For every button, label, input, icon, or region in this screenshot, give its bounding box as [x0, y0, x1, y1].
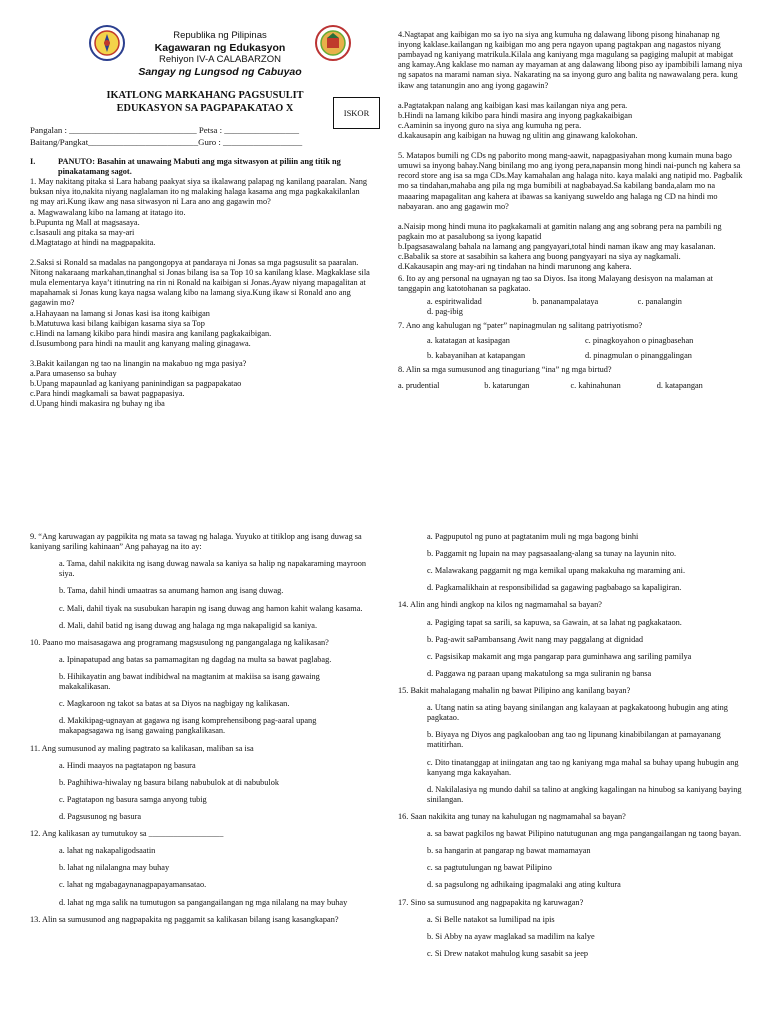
exam-title-line1: IKATLONG MARKAHANG PAGSUSULIT	[106, 90, 304, 101]
option-b[interactable]: b. Hihikayatin ang bawat indibidwal na magtanim at makiisa sa isang gawaing makakalikasan.	[59, 671, 320, 692]
question-13-options	[398, 532, 743, 593]
question-13	[30, 915, 370, 925]
option-b[interactable]: b. katarungan	[484, 381, 530, 391]
option-a[interactable]: a. Ipinapatupad ang batas sa pamamagitan ng dagdag na multa sa bawat paglabag.	[59, 654, 332, 664]
question-7	[398, 321, 743, 361]
question-16	[398, 812, 743, 891]
option-b[interactable]: b. Tama, dahil hindi umaatras sa anumang hamon ang isang duwag.	[59, 586, 284, 596]
name-date-field[interactable]: Pangalan : _____________________________ Petsa : _________________	[30, 125, 300, 135]
option-c[interactable]: c.Isasauli ang pitaka sa may-ari	[30, 227, 135, 237]
region-line: Rehiyon IV-A CALABARZON	[159, 54, 281, 66]
option-d[interactable]: d.Upang hindi makasira ng buhay ng iba	[30, 399, 165, 409]
question-stem: 13. Alin sa sumusunod ang nagpapakita ng paggamit sa kalikasan bilang isang kasangkapan?	[30, 914, 339, 924]
option-b[interactable]: b. pananampalataya	[532, 296, 599, 306]
option-a[interactable]: a.Pagtatakpan nalang ang kaibigan kasi mas kailangan niya ang pera.	[398, 100, 628, 110]
option-a[interactable]: a. Magwawalang kibo na lamang at itatago ito.	[30, 207, 186, 217]
question-11	[30, 744, 370, 823]
instructions-text: PANUTO: Basahin at unawaing Mabuti ang mga sitwasyon at piliin ang titik ng pinakatamang sagot.	[58, 157, 341, 177]
option-d[interactable]: d. Mali, dahil batid ng isang duwag ang halaga ng mga nakapaligid sa kaniya.	[59, 620, 318, 630]
left-top-column	[30, 157, 370, 410]
option-d[interactable]: d. pinagmulan o pinanggalingan	[585, 350, 692, 360]
question-stem: 7. Ano ang kahulugan ng “pater” napinagmulan ng salitang patriyotismo?	[398, 320, 643, 330]
option-d[interactable]: d. Pagsusunog ng basura	[59, 811, 142, 821]
option-a[interactable]: a.Para umasenso sa buhay	[30, 369, 117, 379]
option-c[interactable]: c. Dito tinatanggap at iniingatan ang tao ng kaniyang mga mahal sa buhay upang hubugin ang kanyang mga kakayahan.	[427, 757, 739, 777]
question-stem: 5. Matapos bumili ng CDs ng paborito mong mang-aawit, napagpasiyahan mong kumain muna bago umuwi sa inyong bahay.Nang binilang mo ang iyong pera,napansin mong hindi nai-punch ng kahera sa record store ang isa sa mga CDs.May kamahalan ang halaga nito. kaya malaki ang natipid mo. Pagbalik mo sa tindahan,mahaba ang pila ng mga bumibili at nagbabayad.Sa kabilang banda,alam mo na maaaring mapagalitan ang kahera at ibawas sa kaniyang suweldo ang halaga ng CD na hindi mo nabayaran. ano ang gagawin mo?	[398, 151, 743, 211]
question-8	[398, 365, 743, 391]
right-top-column	[398, 30, 743, 391]
option-c[interactable]: c.Aaminin sa inyong guro na siya ang kumuha ng pera.	[398, 120, 582, 130]
question-stem: 2.Saksi si Ronald sa madalas na pangongopya at pandaraya ni Jonas sa mga pagsusulit sa paaralan. Nitong nakaraang markahan,tinanghal si Jonas bilang isa sa Top 10 sa kanilang klase. Magkaklase sila mula elementarya kaya’t itinutring na rin ni Ronald na kaibigan si Jonas.Ayaw niyang mapagalitan at mapahamak si Jonas kung kaya nagsa walang kibo na lamang siya.Kung ikaw si Ronald ano ang gagawin mo?	[30, 257, 370, 308]
option-d[interactable]: d. sa pagsulong ng adhikaing ipagmalaki ang ating kultura	[427, 880, 621, 890]
option-a[interactable]: a. Hindi maayos na pagtatapon ng basura	[59, 760, 196, 770]
question-17	[398, 898, 743, 959]
grade-teacher-field[interactable]: Baitang/Pangkat_________________________Guro : __________________	[30, 137, 303, 148]
question-stem: 8. Alin sa mga sumusunod ang tinaguriang “ina” ng mga birtud?	[398, 365, 612, 375]
option-a[interactable]: a.Hahayaan na lamang si Jonas kasi isa itong kaibigan	[30, 308, 210, 318]
option-a[interactable]: a.Naisip mong hindi muna ito pagkakamali at gamitin nalang ang ang sobrang pera na pambili ng pagkain mo at pasalubong sa iyong kapatid	[398, 221, 722, 241]
option-b[interactable]: b. sa hangarin at pangarap ng bawat mamamayan	[427, 846, 591, 856]
options-row	[398, 351, 743, 361]
republic-line: Republika ng Pilipinas	[173, 30, 267, 41]
option-d[interactable]: d. Pagkamalikhain at responsibilidad sa gagawing pagbabago sa kapaligiran.	[427, 583, 682, 593]
option-a[interactable]: a. Pagiging tapat sa sarili, sa kapuwa, sa Gawain, at sa lahat ng pagkakataon.	[427, 617, 682, 627]
division-line: Sangay ng Lungsod ng Cabuyao	[138, 65, 302, 78]
option-d[interactable]: d.Isusumbong para hindi na maulit ang kanyang maling ginagawa.	[30, 338, 251, 348]
instructions-number: I.	[30, 157, 36, 166]
options-row	[398, 297, 743, 307]
exam-title	[80, 90, 330, 116]
option-b[interactable]: b. kabayanihan at katapangan	[427, 350, 526, 360]
option-b[interactable]: b. Biyaya ng Diyos ang pagkalooban ang tao ng lipunang kinabibilangan at pamayanang matitirhan.	[427, 730, 721, 750]
question-6	[398, 274, 743, 316]
department-line: Kagawaran ng Edukasyon	[154, 41, 286, 54]
option-c[interactable]: c. Malawakang paggamit ng mga kemikal upang makakuha ng maraming ani.	[427, 566, 686, 576]
option-a[interactable]: a. prudential	[398, 381, 440, 391]
question-stem: 10. Paano mo maisasagawa ang programang magsusulong ng pangangalaga ng kalikasan?	[30, 637, 329, 647]
question-14	[398, 600, 743, 679]
question-12	[30, 829, 370, 908]
option-a[interactable]: a. Pagpuputol ng puno at pagtatanim muli ng mga bagong binhi	[427, 532, 639, 541]
option-c[interactable]: c. lahat ng mgabagaynanagpapayamansatao.	[59, 880, 207, 890]
right-bottom-column	[398, 532, 743, 959]
option-d[interactable]: d. Nakilalasiya ng mundo dahil sa talino at angking kagalingan na hinubog sa kaniyang baying sinilangan.	[427, 784, 742, 804]
instructions	[30, 157, 370, 177]
option-c[interactable]: c. Si Drew natakot mahulog kung sasabit sa jeep	[427, 948, 589, 958]
question-stem: 11. Ang sumusunod ay maling pagtrato sa kalikasan, maliban sa isa	[30, 743, 254, 753]
question-stem: 16. Saan nakikita ang tunay na kahulugan ng nagmamahal sa bayan?	[398, 811, 626, 821]
option-c[interactable]: c. Magkaroon ng takot sa batas at sa Diyos na nagbigay ng kalikasan.	[59, 699, 290, 709]
option-b[interactable]: b.Hindi na lamang kikibo para hindi masira ang inyong pagkakaibigan	[398, 110, 633, 120]
option-a[interactable]: a. Utang natin sa ating bayang sinilangan ang kalayaan at pagkakatoong hubugin ang ating pagkatao.	[427, 703, 728, 723]
question-stem: 15. Bakit mahalagang mahalin ng bawat Pilipino ang kanilang bayan?	[398, 685, 631, 695]
question-stem: 3.Bakit kailangan ng tao na linangin na makabuo ng mga pasiya?	[30, 358, 247, 368]
question-10	[30, 638, 370, 737]
letterhead	[100, 30, 340, 79]
option-c[interactable]: c. pinagkoyahon o pinagbasehan	[585, 335, 694, 345]
option-d[interactable]: d. Paggawa ng paraan upang makatulong sa mga suliranin ng bansa	[427, 668, 652, 678]
option-a[interactable]: a. sa bawat pagkilos ng bawat Pilipino natutugunan ang mga pangangailangan ng taong bayan.	[427, 829, 742, 839]
option-b[interactable]: b. Si Abby na ayaw maglakad sa madilim na kalye	[427, 931, 595, 941]
option-c[interactable]: c. kahinahunan	[570, 381, 621, 391]
option-c[interactable]: c. panalangin	[637, 296, 682, 306]
left-bottom-column	[30, 532, 370, 925]
option-c[interactable]: c.Babalik sa store at sasabihin sa kahera ang buong pangyayari na siya ay nagkamali.	[398, 252, 681, 262]
question-4	[398, 30, 743, 141]
question-stem: 17. Sino sa sumusunod ang nagpapakita ng karuwagan?	[398, 897, 584, 907]
option-c[interactable]: c. sa pagtutulungan ng bawat Pilipino	[427, 863, 552, 873]
question-5	[398, 151, 743, 272]
option-c[interactable]: c.Hindi na lamang kikibo para hindi masira ang kanilang pagkakaibigan.	[30, 328, 272, 338]
option-b[interactable]: b.Pupunta ng Mall at magsasaya.	[30, 217, 140, 227]
options-row	[398, 336, 743, 346]
question-stem: 9. “Ang karuwagan ay pagpikita ng mata sa tawag ng halaga. Yuyuko at titiklop ang isang duwag sa kaniyang sariling kahinaan” Ang pahayag na ito ay:	[30, 532, 362, 552]
option-b[interactable]: b. Paggamit ng lupain na may pagsasaalang-alang sa tunay na layunin nito.	[427, 549, 677, 559]
option-c[interactable]: c. Mali, dahil tiyak na susubukan harapin ng isang duwag ang hamon kahit walang kasama.	[59, 603, 363, 613]
question-stem: 1. May nakitang pitaka si Lara habang paakyat siya sa ikalawang palapag ng kanilang paaralan. Nang buksan niya ito,nakita niyang naglalaman ito ng malaking halaga kasama ang mga pagkakakilanlan ng may ari.Kung ikaw ang nasa sitwasyon ni Lara ano ang gagawin mo?	[30, 177, 368, 207]
option-d[interactable]: d.Magtatago at hindi na magpapakita.	[30, 237, 156, 247]
option-a[interactable]: a. katatagan at kasipagan	[427, 335, 510, 345]
option-b[interactable]: b.Upang mapaunlad ag kaniyang paninindigan sa pagpapakatao	[30, 379, 242, 389]
option-a[interactable]: a. Si Belle natakot sa lumilipad na ipis	[427, 914, 555, 924]
score-label: ISKOR	[343, 107, 370, 118]
question-stem: 12. Ang kalikasan ay tumutukoy sa __________________	[30, 829, 224, 839]
option-b[interactable]: b. Pag-awit saPambansang Awit nang may paggalang at dignidad	[427, 634, 644, 644]
student-info	[30, 124, 370, 149]
question-1	[30, 177, 370, 248]
option-b[interactable]: b.Ipagsasawalang bahala na lamang ang pangyayari,total hindi naman ikaw ang may kasalanan.	[398, 241, 716, 251]
option-d[interactable]: d. lahat ng mga salik na tumutugon sa pangangailangan ng mga nilalang na may buhay	[59, 897, 348, 907]
question-stem: 14. Alin ang hindi angkop na kilos ng nagmamahal sa bayan?	[398, 600, 602, 610]
question-stem: 4.Nagtapat ang kaibigan mo sa iyo na siya ang kumuha ng dalawang libong pisong hinahanap ng inyong kaklase.kailangan ng kaibigan mo ang pera ngayon upang pagtakpan ang nagastos niyang pambayad ng kaniyang matrikula.Kilala ang kaniyang mga magulang sa pagiging malupit at mabigat ang kamay.Ang kaklase mo naman ay mayaman at ang dalawang libong piso ay ipambibili lamang niya ng sapatos na marami naman siya. Nakarating na sa inyong guro ang balita ng nawawalang pera. kung ikaw ang tatanungin ano ang iyong gagawin?	[398, 30, 743, 90]
option-b[interactable]: b.Matutuwa kasi bilang kaibigan kasama siya sa Top	[30, 318, 205, 328]
question-15	[398, 686, 743, 805]
option-d[interactable]: d.kakausapin ang kaibigan na huwag ng ulitin ang ginawang kalokohan.	[398, 130, 638, 140]
option-a[interactable]: a. lahat ng nakapaligodsaatin	[59, 846, 156, 856]
option-b[interactable]: b. Paghihiwa-hiwalay ng basura bilang nabubulok at di nabubulok	[59, 777, 280, 787]
question-2	[30, 258, 370, 349]
options-row	[398, 381, 743, 391]
question-3	[30, 359, 370, 410]
option-d[interactable]: d.Kakausapin ang may-ari ng tindahan na hindi marunong ang kahera.	[398, 262, 632, 272]
option-c[interactable]: c.Para hindi magkamali sa bawat pagpapasiya.	[30, 389, 185, 399]
question-stem: 6. Ito ay ang personal na ugnayan ng tao sa Diyos. Isa itong Malayang desisyon na malaman at tanggapin ang katotohanan sa pagkatao.	[398, 274, 713, 294]
option-d[interactable]: d. katapangan	[656, 381, 703, 391]
option-b[interactable]: b. lahat ng nilalangna may buhay	[59, 863, 170, 873]
option-a[interactable]: a. espiritwalidad	[427, 296, 482, 306]
option-c[interactable]: c. Pagsisikap makamit ang mga pangarap para guminhawa ang sariling pamilya	[427, 651, 692, 661]
option-a[interactable]: a. Tama, dahil nakikita ng isang duwag nawala sa kaniya sa halip ng napakaraming mayroon siya.	[59, 559, 367, 579]
option-c[interactable]: c. Pagtatapon ng basura samga anyong tubig	[59, 794, 207, 804]
exam-title-line2: EDUKASYON SA PAGPAPAKATAO X	[116, 102, 294, 114]
question-9	[30, 532, 370, 631]
option-d[interactable]: d. pag-ibig	[427, 306, 463, 316]
option-d[interactable]: d. Makikipag-ugnayan at gagawa ng isang komprehensibong pag-aaral upang makapagsagawa ng isang gawaing pangkalikasan.	[59, 716, 317, 736]
